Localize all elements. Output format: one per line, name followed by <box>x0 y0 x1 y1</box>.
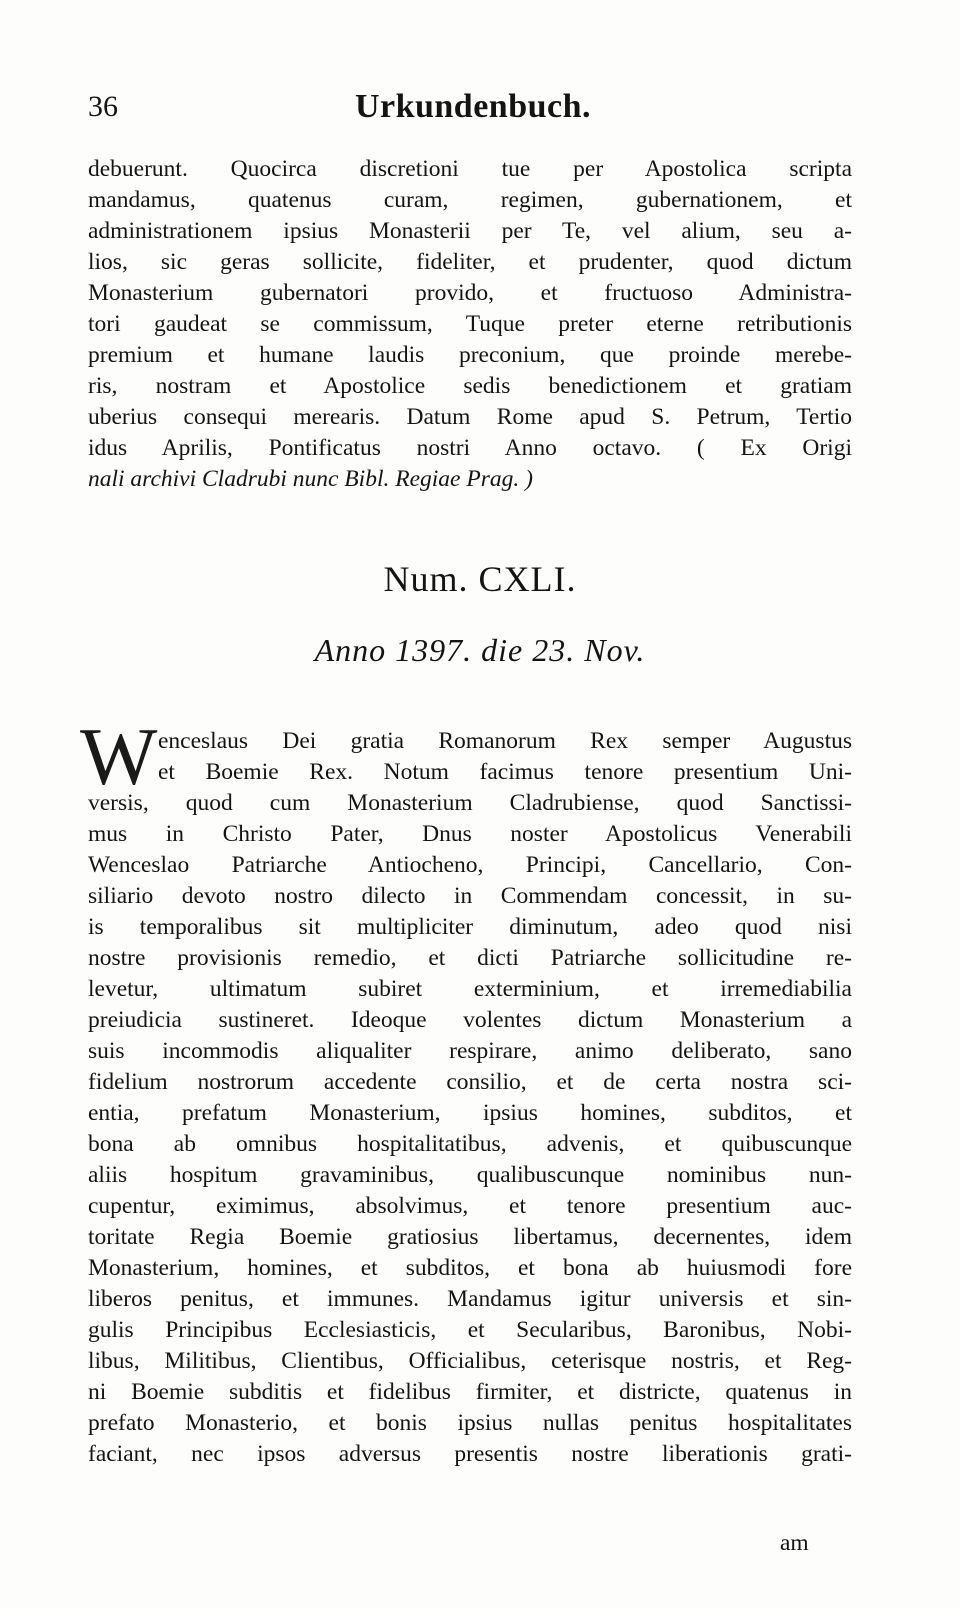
text-line: siliario devoto nostro dilecto in Commendam concessit, in su- <box>88 883 852 909</box>
entry-number-heading: Num. CXLI. <box>383 559 577 599</box>
entry-date-heading: Anno 1397. die 23. Nov. <box>314 632 646 668</box>
text-line: administrationem ipsius Monasterii per Te, vel alium, seu a- <box>88 218 852 244</box>
text-line: cupentur, eximimus, absolvimus, et tenore presentium auc- <box>88 1193 852 1219</box>
page-number: 36 <box>88 90 118 123</box>
text-line: preiudicia sustineret. Ideoque volentes dictum Monasterium a <box>88 1007 852 1033</box>
top-paragraph <box>88 154 852 495</box>
text-line: libus, Militibus, Clientibus, Officialibus, ceterisque nostris, et Reg- <box>88 1348 852 1374</box>
text-line: premium et humane laudis preconium, que proinde merebe- <box>88 342 852 368</box>
text-line: Monasterium, homines, et subditos, et bona ab huiusmodi fore <box>88 1255 852 1281</box>
text-line: mandamus, quatenus curam, regimen, gubernationem, et <box>88 187 852 213</box>
text-line: Monasterium gubernatori provido, et fructuoso Administra- <box>88 280 852 306</box>
text-line: lios, sic geras sollicite, fideliter, et prudenter, quod dictum <box>88 249 852 275</box>
drop-cap-letter: W <box>80 711 158 802</box>
running-title: Urkundenbuch. <box>354 88 592 125</box>
text-line: et Boemie Rex. Notum facimus tenore presentium Uni- <box>158 759 852 785</box>
text-line: gulis Principibus Ecclesiasticis, et Secularibus, Baronibus, Nobi- <box>88 1317 852 1343</box>
text-line: debuerunt. Quocirca discretioni tue per Apostolica scripta <box>88 156 852 182</box>
text-line: ni Boemie subditis et fidelibus firmiter, et districte, quatenus in <box>88 1379 852 1405</box>
text-line: fidelium nostrorum accedente consilio, et de certa nostra sci- <box>88 1069 852 1095</box>
page-header <box>88 88 858 138</box>
text-line: mus in Christo Pater, Dnus noster Apostolicus Venerabili <box>88 821 852 847</box>
text-line: enceslaus Dei gratia Romanorum Rex semper Augustus <box>158 728 852 754</box>
text-line: is temporalibus sit multipliciter diminutum, adeo quod nisi <box>88 914 852 940</box>
text-line: versis, quod cum Monasterium Cladrubiense, quod Sanctissi- <box>88 790 852 816</box>
text-line: ris, nostram et Apostolice sedis benedictionem et gratiam <box>88 373 852 399</box>
text-line: nostre provisionis remedio, et dicti Patriarche sollicitudine re- <box>88 945 852 971</box>
text-line: Wenceslao Patriarche Antiocheno, Principi, Cancellario, Con- <box>88 852 852 878</box>
source-citation-line: nali archivi Cladrubi nunc Bibl. Regiae Prag. ) <box>88 466 533 492</box>
text-line: tori gaudeat se commissum, Tuque preter eterne retributionis <box>88 311 852 337</box>
catchword: am <box>780 1530 809 1556</box>
text-line: bona ab omnibus hospitalitatibus, advenis, et quibuscunque <box>88 1131 852 1157</box>
text-line: toritate Regia Boemie gratiosius libertamus, decernentes, idem <box>88 1224 852 1250</box>
text-line: aliis hospitum gravaminibus, qualibuscunque nominibus nun- <box>88 1162 852 1188</box>
text-line: entia, prefatum Monasterium, ipsius homines, subditos, et <box>88 1100 852 1126</box>
text-line: liberos penitus, et immunes. Mandamus igitur universis et sin- <box>88 1286 852 1312</box>
text-line: prefato Monasterio, et bonis ipsius nullas penitus hospitalitates <box>88 1410 852 1436</box>
text-line: idus Aprilis, Pontificatus nostri Anno octavo. ( Ex Origi <box>88 435 852 461</box>
text-line: uberius consequi merearis. Datum Rome apud S. Petrum, Tertio <box>88 404 852 430</box>
main-paragraph <box>88 726 852 1470</box>
text-line: suis incommodis aliqualiter respirare, animo deliberato, sano <box>88 1038 852 1064</box>
text-line: levetur, ultimatum subiret exterminium, et irremediabilia <box>88 976 852 1002</box>
text-line: faciant, nec ipsos adversus presentis nostre liberationis grati- <box>88 1441 852 1467</box>
